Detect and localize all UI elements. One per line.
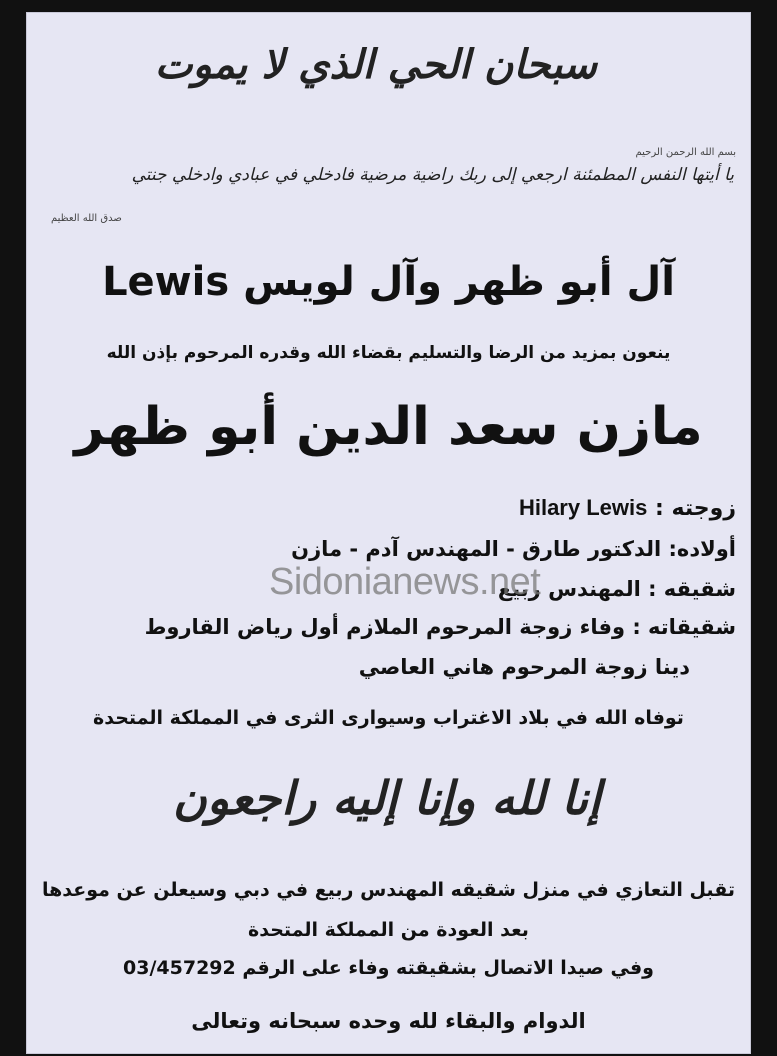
wife-name: Hilary Lewis: [518, 495, 648, 520]
wife-label: زوجته :: [655, 496, 736, 521]
condolences-line-3: وفي صيدا الاتصال بشقيقته وفاء على الرقم 03/457292: [123, 957, 654, 979]
children-line: أولاده: الدكتور طارق - المهندس آدم - مازن: [291, 537, 736, 561]
families-heading: آل أبو ظهر وآل لويس Lewis: [102, 259, 675, 305]
wife-line: [519, 495, 736, 521]
site-watermark: Sidonianews.net: [269, 561, 541, 603]
sadaqa: صدق الله العظيم: [51, 213, 122, 224]
calligraphy-verse: إنا لله وإنا إليه راجعون: [173, 771, 601, 825]
condolences-line-2: بعد العودة من المملكة المتحدة: [248, 919, 529, 941]
sisters-line-2: دينا زوجة المرحوم هاني العاصي: [358, 655, 690, 679]
condolences-line-1: تقبل التعازي في منزل شقيقه المهندس ربيع في دبي وسيعلن عن موعدها: [42, 879, 735, 901]
announcement: ينعون بمزيد من الرضا والتسليم بقضاء الله وقدره المرحوم بإذن الله: [106, 343, 671, 363]
calligraphy-title: سبحان الحي الذي لا يموت: [154, 41, 597, 88]
sisters-line: شقيقاته : وفاء زوجة المرحوم الملازم أول رياض القاروط: [144, 615, 736, 639]
closing-line: الدوام والبقاء لله وحده سبحانه وتعالى: [191, 1009, 586, 1033]
deceased-name: مازن سعد الدين أبو ظهر: [74, 397, 703, 457]
death-place: توفاه الله في بلاد الاغتراب وسيوارى الثرى في المملكة المتحدة: [93, 707, 684, 729]
obituary-poster: [26, 12, 751, 1054]
quran-verse: يا أيتها النفس المطمئنة ارجعي إلى ربك راضية مرضية فادخلي في عبادي وادخلي جنتي: [131, 165, 734, 185]
basmala: بسم الله الرحمن الرحيم: [635, 147, 736, 158]
brother-line: شقيقه : المهندس ربيع: [497, 577, 736, 601]
